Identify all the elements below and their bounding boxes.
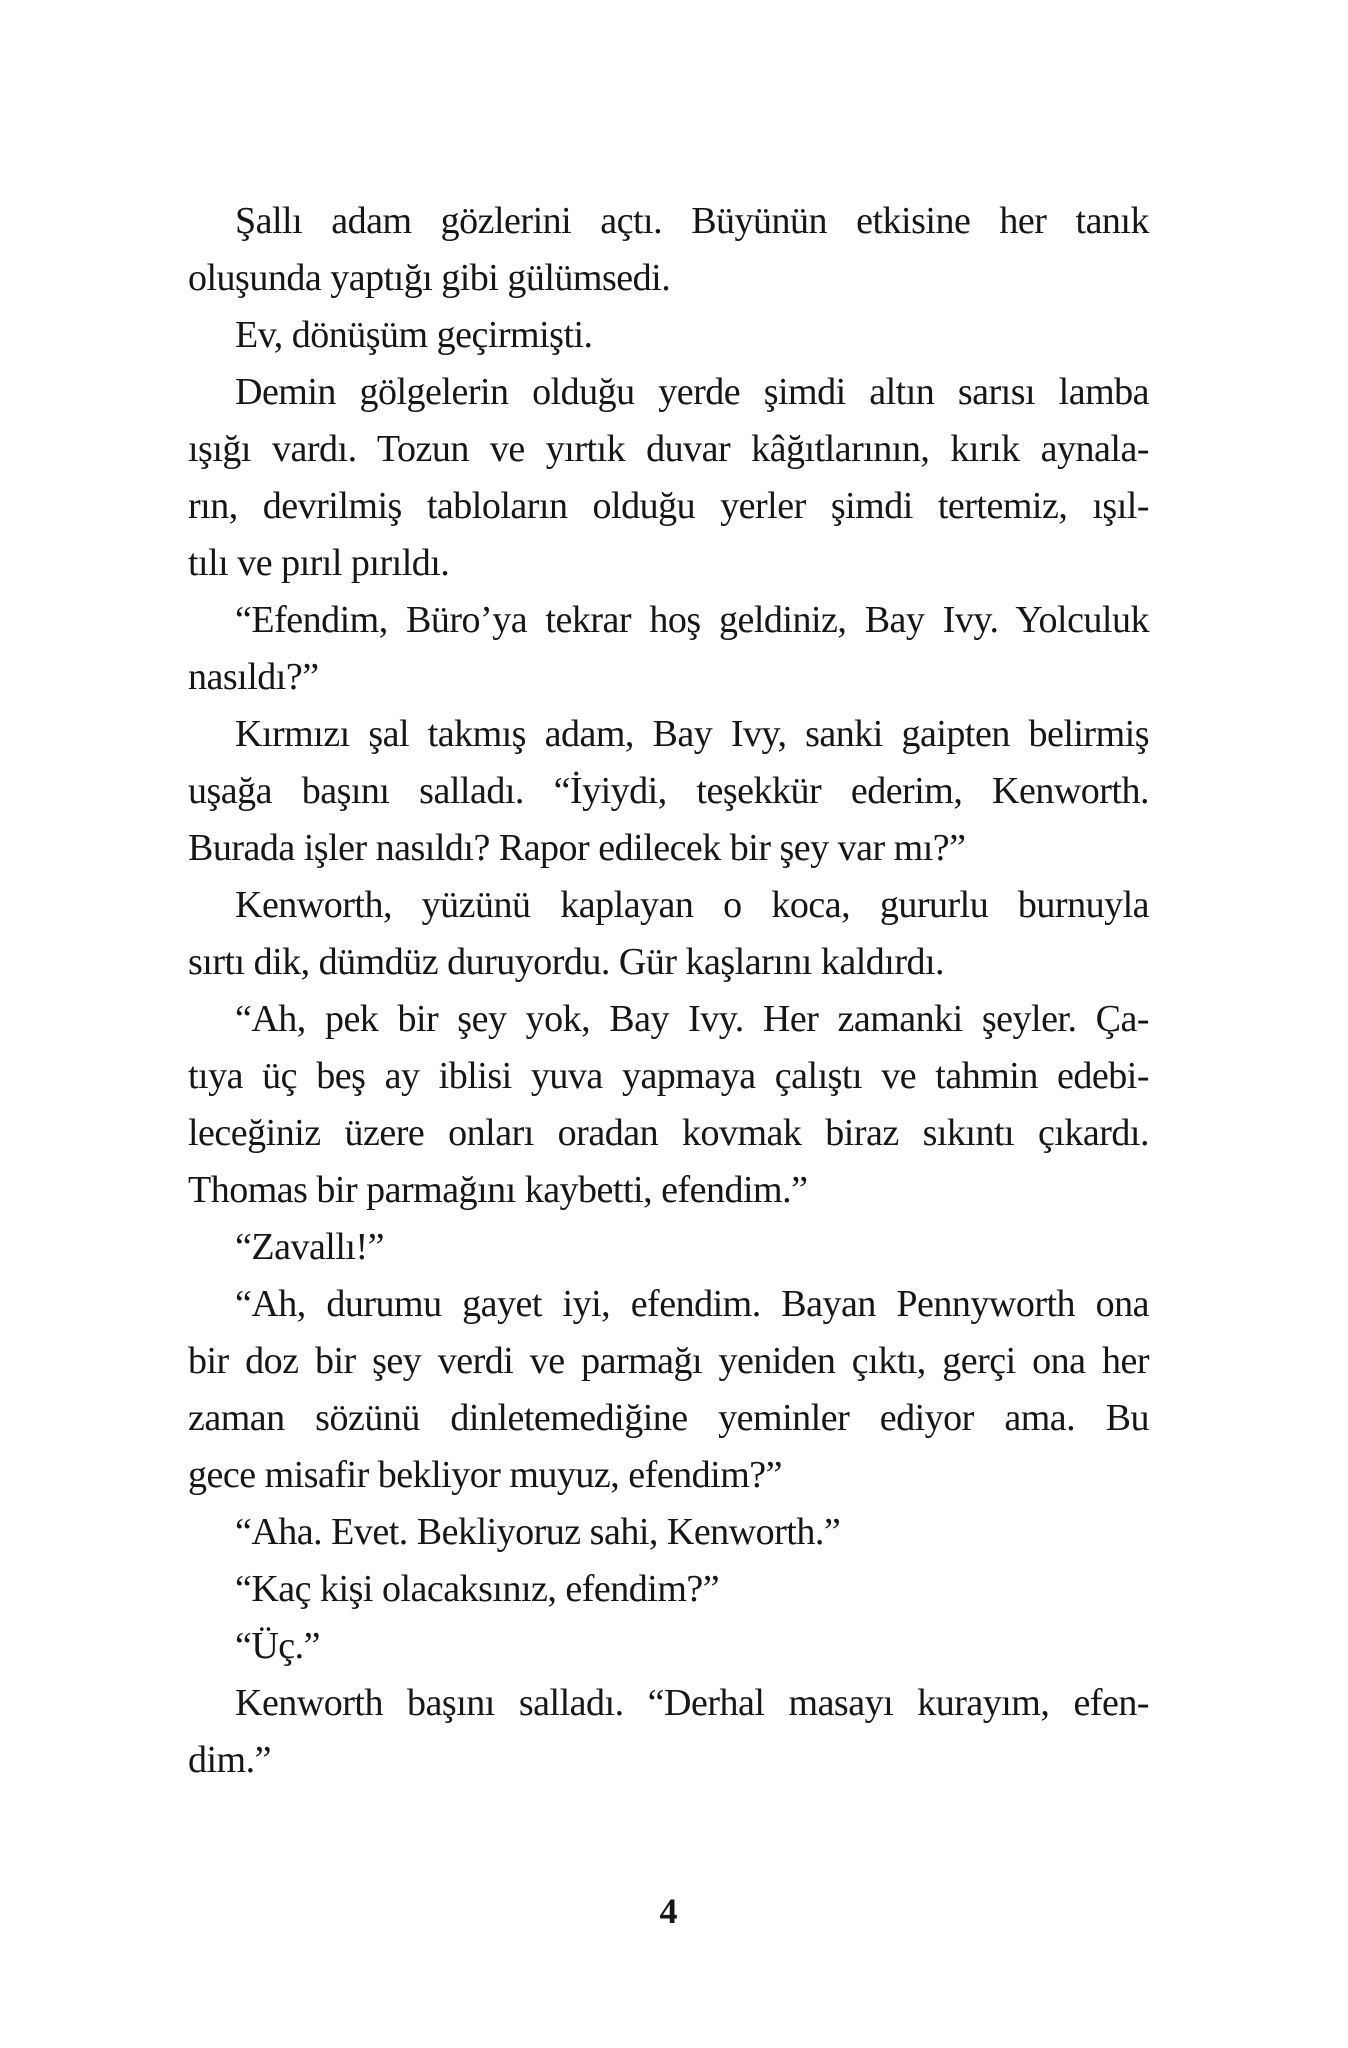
text-line: uşağa başını salladı. “İyiydi, teşekkür ederim, Kenworth. <box>188 770 1149 812</box>
text-line: “Ah, durumu gayet iyi, efendim. Bayan Pennyworth ona <box>235 1283 1149 1325</box>
text-line: Demin gölgelerin olduğu yerde şimdi altın sarısı lamba <box>235 371 1149 413</box>
text-line: “Üç.” <box>235 1625 321 1667</box>
text-line: “Kaç kişi olacaksınız, efendim?” <box>235 1568 720 1610</box>
text-line: “Zavallı!” <box>235 1226 385 1268</box>
text-line: gece misafir bekliyor muyuz, efendim?” <box>188 1454 783 1496</box>
text-line: bir doz bir şey verdi ve parmağı yeniden çıktı, gerçi ona her <box>188 1340 1149 1382</box>
text-line: Ev, dönüşüm geçirmişti. <box>235 314 593 356</box>
text-line: Kenworth başını salladı. “Derhal masayı kurayım, efen- <box>235 1682 1149 1724</box>
text-line: Burada işler nasıldı? Rapor edilecek bir şey var mı?” <box>188 827 966 869</box>
text-line: nasıldı?” <box>188 656 319 698</box>
text-line: tıya üç beş ay iblisi yuva yapmaya çalıştı ve tahmin edebi- <box>188 1055 1149 1097</box>
text-line: sırtı dik, dümdüz duruyordu. Gür kaşlarını kaldırdı. <box>188 941 945 983</box>
text-line: “Efendim, Büro’ya tekrar hoş geldiniz, Bay Ivy. Yolculuk <box>235 599 1149 641</box>
text-line: leceğiniz üzere onları oradan kovmak biraz sıkıntı çıkardı. <box>188 1112 1149 1154</box>
text-line: Şallı adam gözlerini açtı. Büyünün etkisine her tanık <box>235 200 1149 242</box>
text-line: ışığı vardı. Tozun ve yırtık duvar kâğıtlarının, kırık aynala- <box>188 428 1149 470</box>
page-number: 4 <box>659 1891 678 1931</box>
text-line: “Ah, pek bir şey yok, Bay Ivy. Her zamanki şeyler. Ça- <box>235 998 1149 1040</box>
text-line: zaman sözünü dinletemediğine yeminler ediyor ama. Bu <box>188 1397 1149 1439</box>
text-line: Kenworth, yüzünü kaplayan o koca, gururlu burnuyla <box>235 884 1149 926</box>
text-line: Thomas bir parmağını kaybetti, efendim.” <box>188 1169 808 1211</box>
body-text <box>188 193 1149 1789</box>
text-line: tılı ve pırıl pırıldı. <box>188 542 450 584</box>
text-line: Kırmızı şal takmış adam, Bay Ivy, sanki gaipten belirmiş <box>235 713 1149 755</box>
text-line: dim.” <box>188 1739 271 1781</box>
text-line: “Aha. Evet. Bekliyoruz sahi, Kenworth.” <box>235 1511 841 1553</box>
text-line: rın, devrilmiş tabloların olduğu yerler şimdi tertemiz, ışıl- <box>188 485 1149 527</box>
text-line: oluşunda yaptığı gibi gülümsedi. <box>188 257 671 299</box>
